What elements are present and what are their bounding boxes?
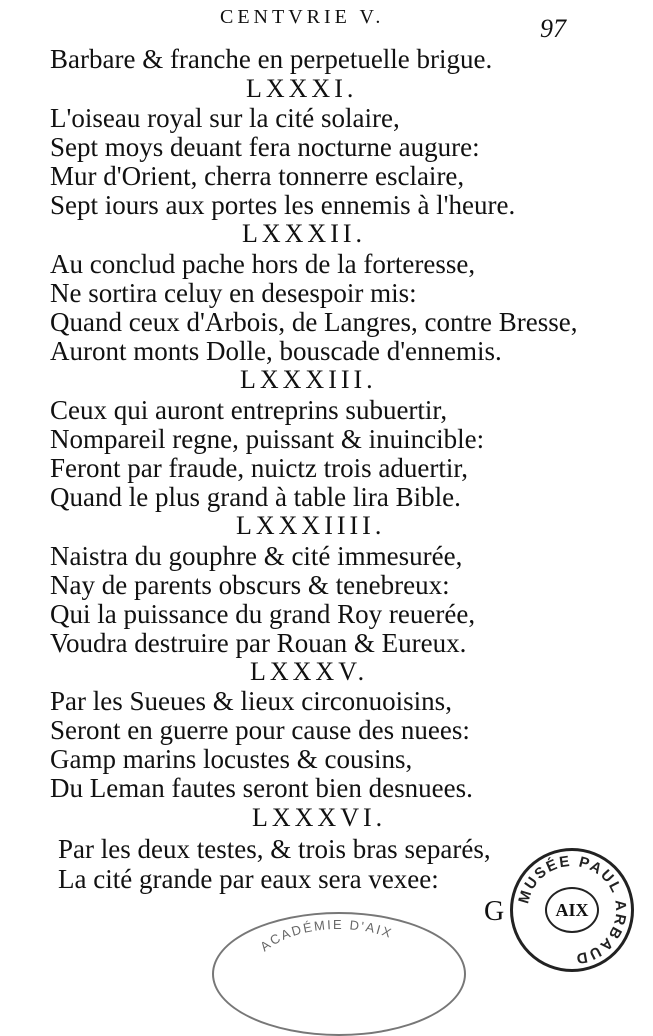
verse-line: L'oiseau royal sur la cité solaire, xyxy=(50,103,400,133)
quatrain-number: LXXXI. xyxy=(246,74,358,103)
verse-line: Ceux qui auront entreprins subuertir, xyxy=(50,395,448,425)
verse-line: Mur d'Orient, cherra tonnerre esclaire, xyxy=(50,161,465,191)
svg-text:MUSÉE PAUL ARBAUD: MUSÉE PAUL ARBAUD xyxy=(515,852,630,968)
oval-stamp xyxy=(212,912,466,1036)
quatrain-number: LXXXVI. xyxy=(252,803,387,832)
quatrain-number: LXXXII. xyxy=(242,219,367,248)
verse-line: Naistra du gouphre & cité immesurée, xyxy=(50,541,463,571)
signature-mark: G xyxy=(484,896,505,927)
quatrain-number: LXXXIIII. xyxy=(236,511,386,540)
running-head: CENTVRIE V. xyxy=(220,6,385,28)
verse-line: Sept moys deuant fera nocturne augure: xyxy=(50,132,480,162)
verse-line: Quand le plus grand à table lira Bible. xyxy=(50,482,461,512)
verse-line: La cité grande par eaux sera vexee: xyxy=(58,864,439,894)
svg-text:ACADÉMIE D'AIX: ACADÉMIE D'AIX xyxy=(257,916,395,955)
verse-line: Seront en guerre pour cause des nuees: xyxy=(50,715,470,745)
verse-line: Par les deux testes, & trois bras separés, xyxy=(58,834,491,864)
verse-line: Ne sortira celuy en desespoir mis: xyxy=(50,278,417,308)
oval-stamp-text xyxy=(214,914,464,1034)
verse-line: Gamp marins locustes & cousins, xyxy=(50,744,413,774)
verse-line: Quand ceux d'Arbois, de Langres, contre Bresse, xyxy=(50,307,578,337)
verse-line: Par les Sueues & lieux circonuoisins, xyxy=(50,686,452,716)
stamp-inner-label: AIX xyxy=(545,887,599,933)
quatrain-number: LXXXV. xyxy=(250,657,369,686)
verse-line: Au conclud pache hors de la forteresse, xyxy=(50,249,476,279)
verse-line: Feront par fraude, nuictz trois aduertir, xyxy=(50,453,469,483)
verse-line: Sept iours aux portes les ennemis à l'heure. xyxy=(50,190,516,220)
verse-line: Nay de parents obscurs & tenebreux: xyxy=(50,570,450,600)
verse-line: Du Leman fautes seront bien desnuees. xyxy=(50,773,473,803)
verse-line: Barbare & franche en perpetuelle brigue. xyxy=(50,44,493,74)
museum-stamp xyxy=(510,848,634,972)
quatrain-number: LXXXIII. xyxy=(240,365,377,394)
verse-line: Nompareil regne, puissant & inuincible: xyxy=(50,424,485,454)
verse-line: Voudra destruire par Rouan & Eureux. xyxy=(50,628,467,658)
verse-line: Auront monts Dolle, bouscade d'ennemis. xyxy=(50,336,502,366)
verse-line: Qui la puissance du grand Roy reuerée, xyxy=(50,599,476,629)
page-number: 97 xyxy=(540,14,566,43)
